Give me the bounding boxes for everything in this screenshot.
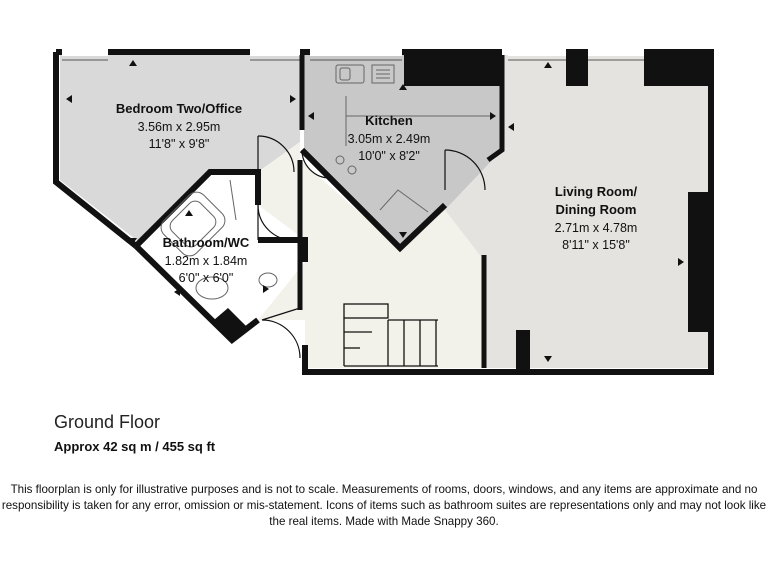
floor-title: Ground Floor: [54, 412, 161, 432]
bedroom-metric: 3.56m x 2.95m: [137, 120, 221, 134]
living-imperial: 8'11" x 15'8": [562, 238, 630, 252]
living-name-line2: Dining Room: [555, 202, 637, 217]
kitchen-imperial: 10'0" x 8'2": [358, 149, 420, 163]
kitchen-metric: 3.05m x 2.49m: [347, 132, 431, 146]
bathroom-metric: 1.82m x 1.84m: [164, 254, 248, 268]
bedroom-name: Bedroom Two/Office: [115, 101, 243, 116]
living-metric: 2.71m x 4.78m: [554, 221, 638, 235]
disclaimer-text: This floorplan is only for illustrative purposes and is not to scale. Measurements of rooms, doors, windows, and any items are approximate and no responsibility is taken for any error, omission or mis-statement. Icons of items such as bathroom suites are representations only and may not look like the real items. Made with Made Snappy 360.: [1, 483, 767, 528]
bedroom-imperial: 11'8" x 9'8": [148, 137, 210, 151]
bathroom-imperial: 6'0" x 6'0": [178, 271, 234, 285]
living-name-line1: Living Room/: [554, 184, 638, 199]
floor-area: Approx 42 sq m / 455 sq ft: [54, 439, 216, 454]
bathroom-name: Bathroom/WC: [162, 235, 250, 250]
kitchen-name: Kitchen: [365, 113, 413, 128]
